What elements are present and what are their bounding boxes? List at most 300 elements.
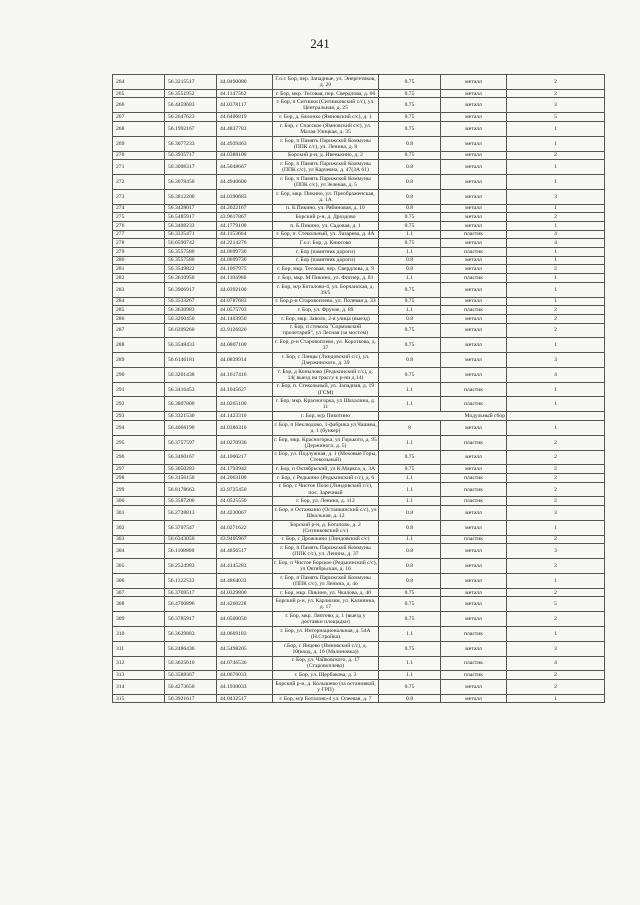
- material-cell: металл: [441, 297, 507, 306]
- volume-cell: 0.8: [379, 189, 441, 204]
- table-row: [113, 113, 605, 122]
- address-cell: г. Бор, мкр. Тесовая, пер. Свердлова, д. 9: [273, 265, 379, 274]
- table-row: [113, 121, 605, 136]
- latitude-cell: 56.3078450: [165, 174, 217, 189]
- volume-cell: 0.75: [379, 98, 441, 113]
- address-cell: г. Бор, мкр. Заволо, 2-я улица (выезд): [273, 314, 379, 323]
- address-cell: г. Бор, м/р Боталово-4 ул. Олеевая, д. 7: [273, 694, 379, 703]
- address-cell: г. Бор, мкр. Красногорка, ул Шахалина, д. 11: [273, 397, 379, 412]
- count-cell: 4: [507, 656, 605, 671]
- row-number-cell: 313: [113, 671, 165, 680]
- material-cell: металл: [441, 174, 507, 189]
- count-cell: 2: [507, 497, 605, 506]
- material-cell: металл: [441, 520, 507, 535]
- latitude-cell: 56.1122533: [165, 573, 217, 588]
- volume-cell: 0.75: [379, 297, 441, 306]
- material-cell: металл: [441, 136, 507, 151]
- longitude-cell: 44.1403950: [217, 314, 273, 323]
- address-cell: г. Бор, п Чистое Борское (Редькинский с/с), ул Октябрьская, д. 16: [274, 559, 377, 573]
- latitude-cell: 56.4459683: [165, 98, 217, 113]
- material-cell: пластик: [441, 671, 507, 680]
- latitude-cell: 56.3557580: [165, 256, 217, 265]
- latitude-cell: 56.1108800: [165, 544, 217, 559]
- material-cell: пластик: [441, 397, 507, 412]
- count-cell: 2: [507, 465, 605, 474]
- volume-cell: 0.75: [379, 121, 441, 136]
- latitude-cell: 56.3610950: [165, 274, 217, 283]
- material-cell: металл: [441, 204, 507, 213]
- table-row: [113, 282, 605, 297]
- table-row: [113, 151, 605, 160]
- count-cell: 2: [507, 435, 605, 450]
- longitude-cell: 44.1930033: [217, 680, 273, 695]
- count-cell: 1: [507, 256, 605, 265]
- row-number-cell: 296: [113, 450, 165, 465]
- row-number-cell: 310: [113, 626, 165, 641]
- latitude-cell: 56.3557580: [165, 247, 217, 256]
- address-cell: Борский р-н, д. Боталово, д. 2 (Ситниковский с/с): [273, 520, 379, 535]
- longitude-cell: 43.9725450: [217, 482, 273, 497]
- address-cell: г. Бор, мкр. Красногорка, ул Горького, д. 95 (Держиного, д. 5): [274, 436, 377, 449]
- material-cell: металл: [441, 239, 507, 248]
- longitude-cell: 44.0746536: [217, 656, 273, 671]
- count-cell: 1: [507, 420, 605, 435]
- address-cell: г. Бор,р-н Старовоплево, ул. Полевая д. 33: [273, 297, 379, 306]
- address-cell: г. Бор, мкр. Пикино, ул. Чкалова, д. 40: [273, 588, 379, 597]
- table-row: [113, 506, 605, 521]
- count-cell: 4: [507, 367, 605, 382]
- volume-cell: 1.1: [379, 535, 441, 544]
- table-row: [113, 473, 605, 482]
- address-cell: г. Бор, д. Бялонко (Ямновский с/с), д. 1: [273, 113, 379, 122]
- count-cell: 1: [507, 204, 605, 213]
- volume-cell: 1.1: [379, 230, 441, 239]
- row-number-cell: 265: [113, 89, 165, 98]
- longitude-cell: 44.4145283: [217, 559, 273, 574]
- longitude-cell: 44.1423310: [217, 412, 273, 421]
- volume-cell: 0.8: [379, 694, 441, 703]
- longitude-cell: 44.0699730: [217, 247, 273, 256]
- volume-cell: 0.75: [379, 221, 441, 230]
- latitude-cell: 56.4700896: [165, 597, 217, 612]
- address-cell: г. Бор, п Октябрьский, ул К.Маркса, д. 3А: [273, 465, 379, 474]
- volume-cell: 0.8: [379, 353, 441, 368]
- registry-table-wrap: [112, 74, 604, 703]
- material-cell: металл: [441, 151, 507, 160]
- address-cell: г. Бор, с Спасское (Ямновский с/с), ул. Малая Улицкая, д. 35: [273, 121, 379, 136]
- table-row: [113, 435, 605, 450]
- longitude-cell: 44.0787683: [217, 297, 273, 306]
- count-cell: 3: [507, 506, 605, 521]
- longitude-cell: 44.0388100: [217, 151, 273, 160]
- row-number-cell: 307: [113, 588, 165, 597]
- count-cell: 3: [507, 353, 605, 368]
- material-cell: металл: [441, 544, 507, 559]
- volume-cell: 1.1: [379, 497, 441, 506]
- count-cell: 1: [507, 297, 605, 306]
- row-number-cell: 285: [113, 306, 165, 315]
- material-cell: пластик: [441, 435, 507, 450]
- volume-cell: 1.1: [379, 626, 441, 641]
- count-cell: 2: [507, 89, 605, 98]
- volume-cell: 0.75: [379, 113, 441, 122]
- longitude-cell: 44.5048667: [217, 160, 273, 175]
- count-cell: 1: [507, 174, 605, 189]
- latitude-cell: 56.4068190: [165, 420, 217, 435]
- row-number-cell: 308: [113, 597, 165, 612]
- row-number-cell: 302: [113, 520, 165, 535]
- volume-cell: 0.75: [379, 597, 441, 612]
- address-cell: Г.о.г. Бор, д. Кнюсово: [273, 239, 379, 248]
- material-cell: Модульный сбор: [379, 412, 507, 421]
- count-cell: 1: [507, 136, 605, 151]
- address-cell: г. Бор, ул. Ленина, д. 112: [273, 497, 379, 506]
- longitude-cell: 44.1104960: [217, 274, 273, 283]
- table-row: [113, 189, 605, 204]
- volume-cell: 0.75: [379, 213, 441, 222]
- address-cell: г. Бор (памятник дороги): [273, 256, 379, 265]
- table-row: [113, 297, 605, 306]
- table-row: [113, 535, 605, 544]
- row-number-cell: 315: [113, 694, 165, 703]
- longitude-cell: 44.1067975: [217, 265, 273, 274]
- volume-cell: 0.75: [379, 282, 441, 297]
- row-number-cell: 273: [113, 189, 165, 204]
- row-number-cell: 287: [113, 323, 165, 338]
- count-cell: 2: [507, 671, 605, 680]
- latitude-cell: 56.2486436: [165, 641, 217, 656]
- volume-cell: 1.1: [379, 656, 441, 671]
- longitude-cell: 43.9617867: [217, 213, 273, 222]
- row-number-cell: 294: [113, 420, 165, 435]
- material-cell: металл: [441, 265, 507, 274]
- address-cell: Борский р-н, ул. Карлюзин, ул. Калинина, д. 17: [273, 597, 379, 612]
- row-number-cell: 279: [113, 247, 165, 256]
- volume-cell: 0.75: [379, 367, 441, 382]
- latitude-cell: 56.3812200: [165, 189, 217, 204]
- count-cell: 1: [507, 694, 605, 703]
- material-cell: металл: [441, 189, 507, 204]
- longitude-cell: 44.2214276: [217, 239, 273, 248]
- material-cell: пластик: [441, 497, 507, 506]
- table-row: [113, 314, 605, 323]
- row-number-cell: 268: [113, 121, 165, 136]
- latitude-cell: 56.3807800: [165, 397, 217, 412]
- latitude-cell: 56.3551952: [165, 89, 217, 98]
- count-cell: 2: [507, 213, 605, 222]
- latitude-cell: 56.3769517: [165, 588, 217, 597]
- material-cell: металл: [441, 314, 507, 323]
- address-cell: г. Бор, м/р Боталово-4, ул. Борчанская, д. 39/5: [273, 282, 379, 297]
- longitude-cell: 44.0500050: [217, 612, 273, 627]
- latitude-cell: 56.6399260: [165, 323, 217, 338]
- latitude-cell: 56.3321530: [165, 412, 217, 421]
- count-cell: 1: [507, 282, 605, 297]
- latitude-cell: 56.6146181: [165, 353, 217, 368]
- material-cell: металл: [441, 680, 507, 695]
- material-cell: металл: [441, 98, 507, 113]
- longitude-cell: 44.0271622: [217, 520, 273, 535]
- address-cell: п. Б.Пикино, ул. Садовая, д. 1: [273, 221, 379, 230]
- table-row: [113, 353, 605, 368]
- row-number-cell: 272: [113, 174, 165, 189]
- material-cell: пластик: [441, 382, 507, 397]
- volume-cell: 0.75: [379, 680, 441, 695]
- latitude-cell: 56.3156150: [165, 473, 217, 482]
- material-cell: пластик: [441, 473, 507, 482]
- latitude-cell: 56.5485917: [165, 213, 217, 222]
- address-cell: г. Бор, мкр. М Пикино, ул. Фигнер, д. 81: [273, 274, 379, 283]
- count-cell: 3: [507, 189, 605, 204]
- table-row: [113, 75, 605, 90]
- row-number-cell: 288: [113, 338, 165, 353]
- row-number-cell: 311: [113, 641, 165, 656]
- count-cell: 1: [507, 520, 605, 535]
- latitude-cell: 56.3215517: [165, 75, 217, 90]
- address-cell: г. Бор, м/р Пикотино: [273, 412, 379, 421]
- count-cell: 1: [507, 247, 605, 256]
- material-cell: пластик: [441, 230, 507, 239]
- volume-cell: 1.1: [379, 473, 441, 482]
- longitude-cell: 44.1153664: [217, 230, 273, 239]
- table-row: [113, 588, 605, 597]
- count-cell: [507, 412, 605, 421]
- count-cell: 2: [507, 588, 605, 597]
- row-number-cell: 304: [113, 544, 165, 559]
- longitude-cell: 44.0676033: [217, 671, 273, 680]
- latitude-cell: 56.2647623: [165, 113, 217, 122]
- row-number-cell: 289: [113, 353, 165, 368]
- address-cell: г. Бор (памятник дороги): [273, 247, 379, 256]
- volume-cell: 0.75: [379, 89, 441, 98]
- longitude-cell: 44.0807100: [217, 338, 273, 353]
- material-cell: металл: [441, 450, 507, 465]
- table-row: [113, 420, 605, 435]
- material-cell: металл: [441, 597, 507, 612]
- latitude-cell: 56.3533267: [165, 297, 217, 306]
- material-cell: металл: [441, 353, 507, 368]
- volume-cell: 0.8: [379, 204, 441, 213]
- count-cell: 5: [507, 597, 605, 612]
- count-cell: 1: [507, 121, 605, 136]
- material-cell: пластик: [441, 247, 507, 256]
- row-number-cell: 300: [113, 497, 165, 506]
- table-row: [113, 497, 605, 506]
- table-row: [113, 213, 605, 222]
- material-cell: металл: [441, 113, 507, 122]
- table-row: [113, 680, 605, 695]
- longitude-cell: 44.0490080: [217, 75, 273, 90]
- address-cell: г. Бор, п Останкино (Останкинский с/с), ул Школьная, д. 12: [274, 506, 377, 520]
- latitude-cell: 56.4273650: [165, 680, 217, 695]
- longitude-cell: 44.1793942: [217, 465, 273, 474]
- count-cell: 1: [507, 382, 605, 397]
- table-row: [113, 221, 605, 230]
- row-number-cell: 274: [113, 204, 165, 213]
- latitude-cell: 56.3629883: [165, 626, 217, 641]
- volume-cell: 0.75: [379, 588, 441, 597]
- table-row: [113, 274, 605, 283]
- address-cell: г. Бор, п Память Парижской Коммуны (ППК с/с), ул Зеленая, д. 5: [273, 174, 379, 189]
- material-cell: металл: [441, 612, 507, 627]
- longitude-cell: 44.0386310: [217, 420, 273, 435]
- count-cell: 2: [507, 450, 605, 465]
- volume-cell: 1.1: [379, 671, 441, 680]
- address-cell: г. Бор, с Дрожжино (Линдовский с/с): [273, 535, 379, 544]
- latitude-cell: 56.3921617: [165, 694, 217, 703]
- table-row: [113, 89, 605, 98]
- table-row: [113, 382, 605, 397]
- row-number-cell: 267: [113, 113, 165, 122]
- table-row: [113, 612, 605, 627]
- row-number-cell: 312: [113, 656, 165, 671]
- material-cell: пластик: [441, 274, 507, 283]
- longitude-cell: 43.9405967: [217, 535, 273, 544]
- count-cell: 2: [507, 535, 605, 544]
- address-cell: Борский р-н, д. Колышево (за остановкой, у ГРП): [273, 680, 379, 695]
- latitude-cell: 56.3008317: [165, 160, 217, 175]
- row-number-cell: 309: [113, 612, 165, 627]
- latitude-cell: 56.2728813: [165, 506, 217, 521]
- page-number: 241: [310, 36, 330, 51]
- latitude-cell: 56.3625610: [165, 656, 217, 671]
- table-row: [113, 160, 605, 175]
- address-cell: г. Бор, п Ситники (Ситниковский с/с), ул. Центральная, д. 25: [273, 98, 379, 113]
- longitude-cell: 44.0270936: [217, 435, 273, 450]
- count-cell: 5: [507, 113, 605, 122]
- longitude-cell: 44.4837783: [217, 121, 273, 136]
- row-number-cell: 282: [113, 274, 165, 283]
- latitude-cell: 56.3548433: [165, 338, 217, 353]
- longitude-cell: 44.0378117: [217, 98, 273, 113]
- address-cell: г. Бор, п. Стекольный, ул. Западная, д. 19 (ГСМ): [273, 382, 379, 397]
- address-cell: Г.о.г. Бор, пер. Западные, ул. Энергетиков, д. 20: [273, 75, 379, 90]
- volume-cell: 1.1: [379, 482, 441, 497]
- longitude-cell: 44.2022167: [217, 204, 273, 213]
- row-number-cell: 264: [113, 75, 165, 90]
- volume-cell: 0.75: [379, 612, 441, 627]
- material-cell: металл: [441, 160, 507, 175]
- address-cell: г. Бор, мкр. Тесовая, пер. Свердлова, д. 66: [273, 89, 379, 98]
- volume-cell: 0.8: [379, 160, 441, 175]
- row-number-cell: 286: [113, 314, 165, 323]
- count-cell: 2: [507, 612, 605, 627]
- count-cell: 1: [507, 626, 605, 641]
- volume-cell: 1.1: [379, 435, 441, 450]
- volume-cell: 8: [379, 420, 441, 435]
- volume-cell: 0.75: [379, 151, 441, 160]
- longitude-cell: 44.1045627: [217, 382, 273, 397]
- material-cell: металл: [441, 573, 507, 588]
- longitude-cell: 44.4260228: [217, 597, 273, 612]
- longitude-cell: 44.2063100: [217, 473, 273, 482]
- volume-cell: 0.8: [379, 559, 441, 574]
- count-cell: 2: [507, 323, 605, 338]
- volume-cell: 0.75: [379, 465, 441, 474]
- table-row: [113, 559, 605, 574]
- address-cell: Борский р-н, д. Дроздово: [273, 213, 379, 222]
- table-row: [113, 656, 605, 671]
- count-cell: 3: [507, 98, 605, 113]
- count-cell: 2: [507, 482, 605, 497]
- count-cell: 1: [507, 573, 605, 588]
- count-cell: 1: [507, 160, 605, 175]
- longitude-cell: 44.0525550: [217, 497, 273, 506]
- row-number-cell: 276: [113, 221, 165, 230]
- volume-cell: 0.8: [379, 136, 441, 151]
- table-row: [113, 597, 605, 612]
- material-cell: металл: [441, 506, 507, 521]
- table-row: [113, 544, 605, 559]
- longitude-cell: 44.4939463: [217, 136, 273, 151]
- material-cell: металл: [441, 694, 507, 703]
- table-row: [113, 641, 605, 656]
- table-row: [113, 230, 605, 239]
- count-cell: 1: [507, 397, 605, 412]
- count-cell: 2: [507, 75, 605, 90]
- longitude-cell: 44.0839914: [217, 353, 273, 368]
- count-cell: 4: [507, 230, 605, 239]
- row-number-cell: 295: [113, 435, 165, 450]
- count-cell: 2: [507, 265, 605, 274]
- material-cell: металл: [441, 641, 507, 656]
- longitude-cell: 44.6406819: [217, 113, 273, 122]
- table-row: [113, 694, 605, 703]
- material-cell: металл: [441, 121, 507, 136]
- latitude-cell: 56.2524983: [165, 559, 217, 574]
- table-row: [113, 323, 605, 338]
- row-number-cell: 277: [113, 230, 165, 239]
- address-cell: г. Бор, с Чистое Поле (Линдовский с/с), пос. Заречный: [273, 482, 379, 497]
- longitude-cell: 44.5498205: [217, 641, 273, 656]
- volume-cell: 0.75: [379, 641, 441, 656]
- longitude-cell: 44.0390683: [217, 189, 273, 204]
- longitude-cell: 44.0669183: [217, 626, 273, 641]
- table-row: [113, 306, 605, 315]
- volume-cell: 1.1: [379, 247, 441, 256]
- row-number-cell: 314: [113, 680, 165, 695]
- latitude-cell: 56.3587200: [165, 497, 217, 506]
- count-cell: 3: [507, 641, 605, 656]
- address-cell: г. Бор, ул. Чайковского, д. 17 (Старовоплево): [273, 656, 379, 671]
- longitude-cell: 44.1147562: [217, 89, 273, 98]
- row-number-cell: 303: [113, 535, 165, 544]
- longitude-cell: 44.1000217: [217, 450, 273, 465]
- table-row: [113, 482, 605, 497]
- table-row: [113, 265, 605, 274]
- material-cell: металл: [441, 323, 507, 338]
- longitude-cell: 44.0575703: [217, 306, 273, 315]
- address-cell: г. Бор, п Память Парижской Коммуны (ППК с/с), ул. Ленина, д. 37: [273, 544, 379, 559]
- address-cell: Борский р-н, д. Ивенькино, д. 2: [273, 151, 379, 160]
- count-cell: 2: [507, 559, 605, 574]
- count-cell: 3: [507, 544, 605, 559]
- longitude-cell: 44.0432517: [217, 694, 273, 703]
- table-row: [113, 204, 605, 213]
- volume-cell: 0.75: [379, 338, 441, 353]
- volume-cell: 0.8: [379, 314, 441, 323]
- address-cell: г. Бор, п Память Парижской Коммуны (ППК с/с), ул. Ленина, д. 8: [273, 136, 379, 151]
- address-cell: г. Бор, д Копылово (Редькинский с/с), д. 14( выезд на трассу к р-ни д.14): [273, 367, 379, 382]
- volume-cell: 1.1: [379, 274, 441, 283]
- table-row: [113, 520, 605, 535]
- volume-cell: 0.75: [379, 75, 441, 90]
- longitude-cell: 44.4940600: [217, 174, 273, 189]
- latitude-cell: 56.3201438: [165, 367, 217, 382]
- table-row: [113, 412, 605, 421]
- latitude-cell: 56.3588367: [165, 671, 217, 680]
- row-number-cell: 270: [113, 151, 165, 160]
